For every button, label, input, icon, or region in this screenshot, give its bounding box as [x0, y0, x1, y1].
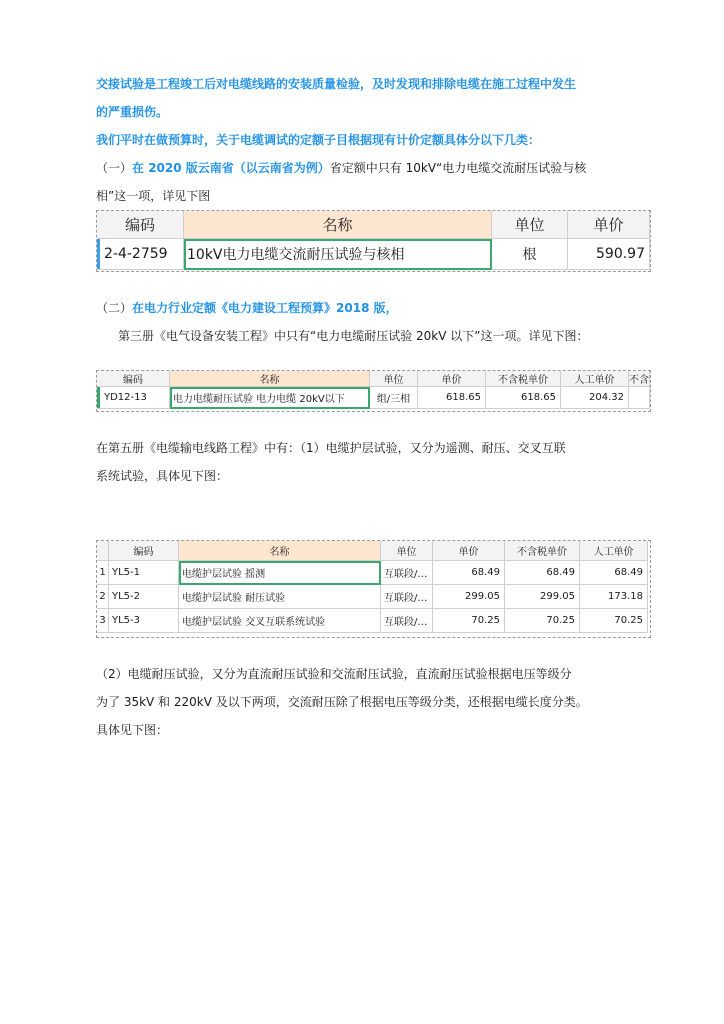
cell-price-excl-tax[interactable]: 68.49: [505, 561, 580, 585]
section-two-line-2: 第三册《电气设备安装工程》中只有“电力电缆耐压试验 20kV 以下”这一项。详见下图：: [118, 329, 589, 343]
section-one-prefix: （一）: [96, 161, 133, 175]
cell-truncated[interactable]: [629, 387, 650, 409]
col-header-unit: 单位: [370, 371, 418, 387]
section-one-line-2: 相”这一项，详见下图: [96, 189, 211, 203]
withstand-test-line-1: （2）电缆耐压试验，又分为直流耐压试验和交流耐压试验，直流耐压试验根据电压等级分: [96, 667, 572, 681]
quota-table-yunnan: [96, 210, 651, 272]
section-one-highlight: 在 2020 版云南省（以云南省为例）: [132, 161, 330, 175]
cell-name[interactable]: 电力电缆耐压试验 电力电缆 20kV以下: [170, 387, 370, 409]
withstand-test-line-2: 为了 35kV 和 220kV 及以下两项，交流耐压除了根据电压等级分类，还根据电缆长度分类。: [96, 695, 588, 709]
col-header-price: 单价: [433, 541, 505, 561]
cell-price-excl-tax[interactable]: 299.05: [505, 585, 580, 609]
col-header-price: 单价: [418, 371, 486, 387]
table-row[interactable]: [97, 387, 650, 409]
col-header-code: 编码: [97, 211, 184, 239]
cell-code[interactable]: 2-4-2759: [97, 239, 184, 270]
cell-unit[interactable]: 根: [492, 239, 568, 270]
cell-labor-price[interactable]: 173.18: [580, 585, 648, 609]
cell-labor-price[interactable]: 68.49: [580, 561, 648, 585]
col-header-name: 名称: [179, 541, 381, 561]
col-header-price-excl-tax: 不含税单价: [486, 371, 561, 387]
cell-unit[interactable]: 组/三相: [370, 387, 418, 409]
cell-price-excl-tax[interactable]: 70.25: [505, 609, 580, 633]
table-row[interactable]: [97, 239, 650, 270]
quota-table-cable-sheath: [96, 540, 651, 638]
cell-price[interactable]: 590.97: [568, 239, 650, 270]
col-header-labor-price: 人工单价: [580, 541, 648, 561]
cell-code[interactable]: YL5-1: [109, 561, 179, 585]
section-one-rest: 省定额中只有 10kV“电力电缆交流耐压试验与核: [329, 161, 587, 175]
cell-labor-price[interactable]: 70.25: [580, 609, 648, 633]
table-header-row: [97, 371, 650, 387]
table-row[interactable]: [97, 609, 648, 633]
volume-five-line-1: 在第五册《电缆输电线路工程》中有：（1）电缆护层试验，又分为遥测、耐压、交叉互联: [96, 441, 566, 455]
intro-line-2: 的严重损伤。: [96, 105, 169, 119]
cell-price[interactable]: 70.25: [433, 609, 505, 633]
col-header-name: 名称: [170, 371, 370, 387]
cell-name[interactable]: 电缆护层试验 摇测: [179, 561, 381, 585]
col-header-code: 编码: [97, 371, 170, 387]
col-header-name: 名称: [184, 211, 492, 239]
cell-unit[interactable]: 互联段/…: [381, 609, 433, 633]
section-two-highlight: 在电力行业定额《电力建设工程预算》2018 版，: [132, 301, 398, 315]
col-header-truncated: 不含: [629, 371, 650, 387]
cell-labor-price[interactable]: 204.32: [561, 387, 629, 409]
table-header-row: [97, 211, 650, 239]
intro-line-1: 交接试验是工程竣工后对电缆线路的安装质量检验，及时发现和排除电缆在施工过程中发生: [96, 77, 577, 91]
col-header-price: 单价: [568, 211, 650, 239]
col-header-index: [97, 541, 109, 561]
section-one-line-1: [96, 159, 586, 176]
cell-index: 1: [97, 561, 109, 585]
intro-line-3: 我们平时在做预算时，关于电缆调试的定额子目根据现有计价定额具体分以下几类：: [96, 133, 541, 147]
cell-name[interactable]: 10kV电力电缆交流耐压试验与核相: [184, 239, 492, 270]
cell-index: 3: [97, 609, 109, 633]
volume-five-line-2: 系统试验，具体见下图：: [96, 469, 229, 483]
col-header-labor-price: 人工单价: [561, 371, 629, 387]
cell-price-excl-tax[interactable]: 618.65: [486, 387, 561, 409]
section-two-prefix: （二）: [96, 301, 133, 315]
section-two-line-1: [96, 299, 398, 316]
col-header-unit: 单位: [492, 211, 568, 239]
col-header-code: 编码: [109, 541, 179, 561]
col-header-price-excl-tax: 不含税单价: [505, 541, 580, 561]
col-header-unit: 单位: [381, 541, 433, 561]
cell-name[interactable]: 电缆护层试验 耐压试验: [179, 585, 381, 609]
cell-code[interactable]: YD12-13: [97, 387, 170, 409]
cell-name[interactable]: 电缆护层试验 交叉互联系统试验: [179, 609, 381, 633]
cell-index: 2: [97, 585, 109, 609]
cell-price[interactable]: 618.65: [418, 387, 486, 409]
quota-table-power-industry: [96, 370, 651, 412]
table-row[interactable]: [97, 585, 648, 609]
cell-unit[interactable]: 互联段/…: [381, 561, 433, 585]
withstand-test-line-3: 具体见下图：: [96, 723, 169, 737]
cell-price[interactable]: 299.05: [433, 585, 505, 609]
table-row[interactable]: [97, 561, 648, 585]
table-header-row: [97, 541, 648, 561]
cell-unit[interactable]: 互联段/…: [381, 585, 433, 609]
cell-code[interactable]: YL5-2: [109, 585, 179, 609]
cell-price[interactable]: 68.49: [433, 561, 505, 585]
cell-code[interactable]: YL5-3: [109, 609, 179, 633]
